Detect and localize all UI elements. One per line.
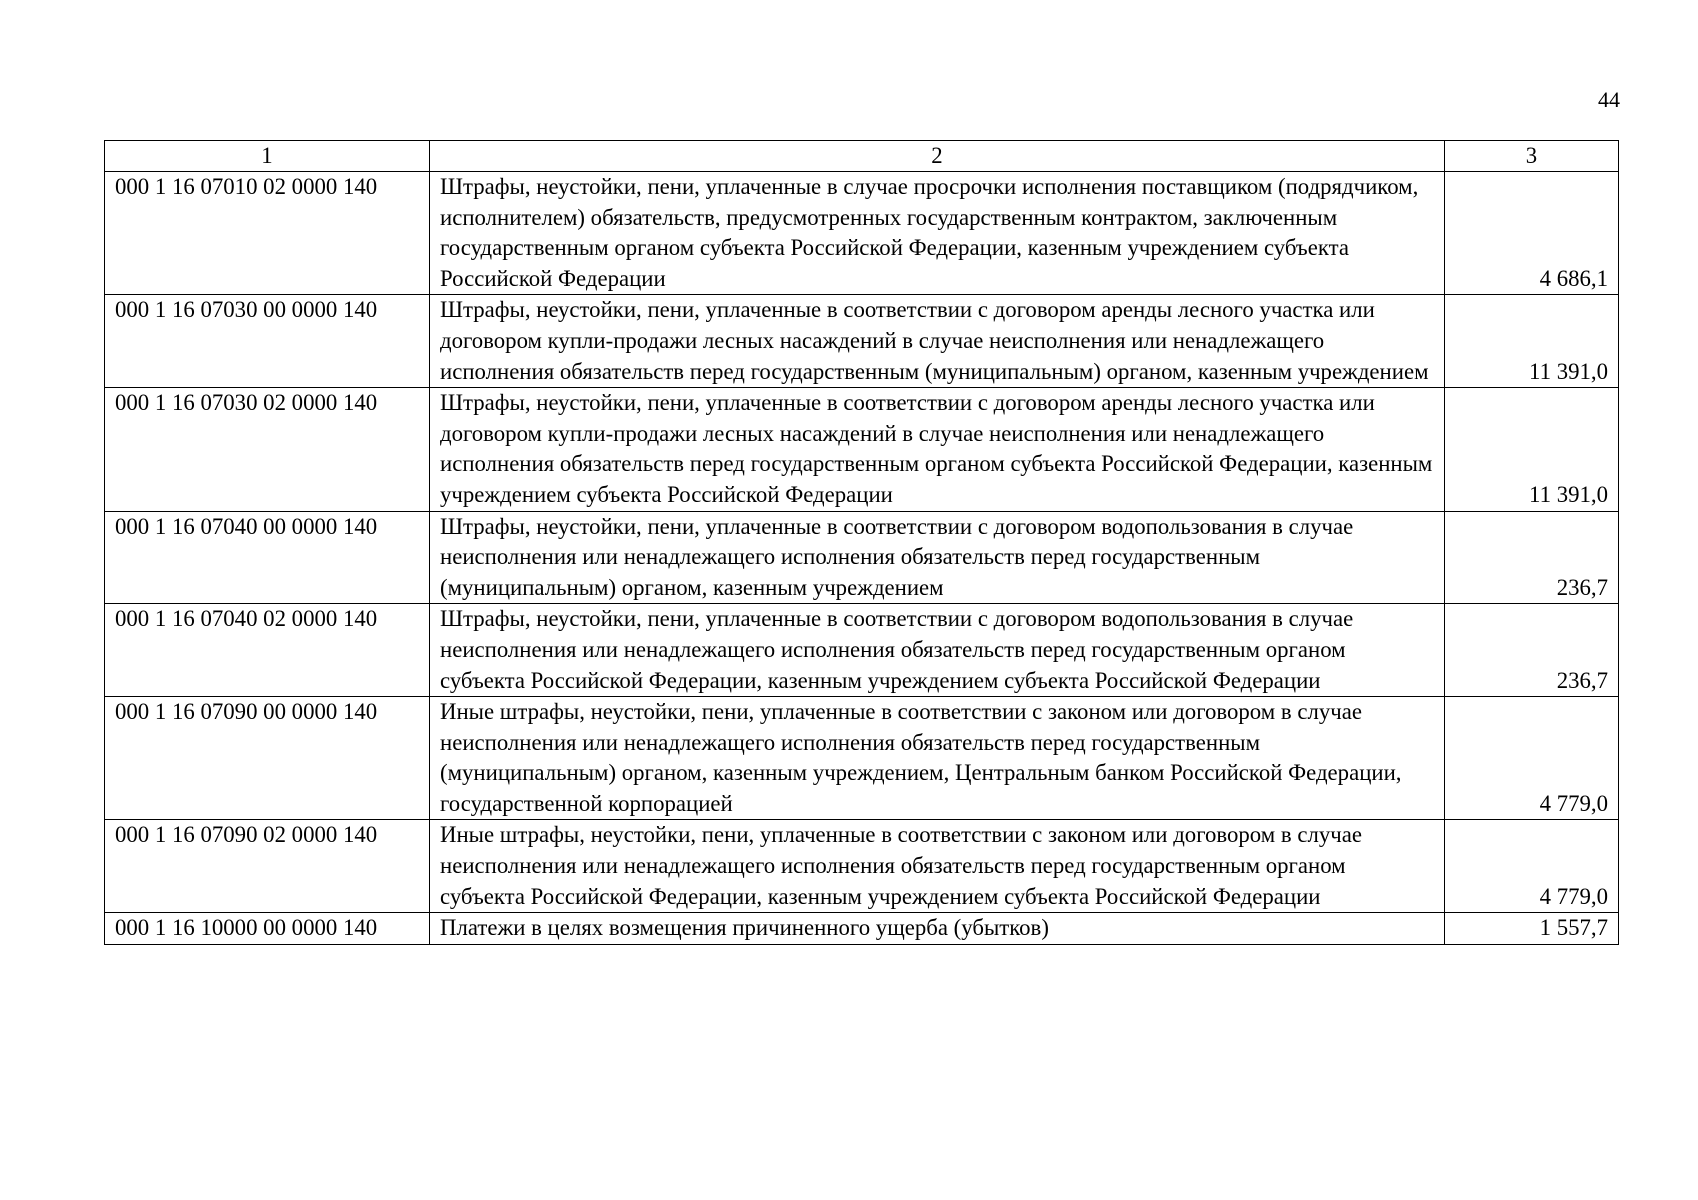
table-row [105,388,1619,511]
table-row [105,511,1619,604]
budget-code-cell: 000 1 16 07010 02 0000 140 [105,172,430,295]
table-row [105,820,1619,913]
page-number: 44 [1598,87,1620,112]
budget-code-cell: 000 1 16 07030 02 0000 140 [105,388,430,511]
budget-code-cell: 000 1 16 07040 00 0000 140 [105,511,430,604]
header-column-1: 1 [105,141,430,172]
description-cell: Штрафы, неустойки, пени, уплаченные в соответствии с договором водопользования в случае неисполнения или ненадлежащего исполнения обязательств перед государственным органом субъекта Российской Федерации, казенным учреждением субъекта Российской Федерации [430,604,1445,697]
description-cell: Штрафы, неустойки, пени, уплаченные в соответствии с договором аренды лесного участка или договором купли-продажи лесных насаждений в случае неисполнения или ненадлежащего исполнения обязательств перед государственным (муниципальным) органом, казенным учреждением [430,295,1445,388]
table-row [105,604,1619,697]
description-cell: Штрафы, неустойки, пени, уплаченные в случае просрочки исполнения поставщиком (подрядчиком, исполнителем) обязательств, предусмотренных государственным контрактом, заключенным государственным органом субъекта Российской Федерации, казенным учреждением субъекта Российской Федерации [430,172,1445,295]
table-header [105,141,1619,172]
header-column-2: 2 [430,141,1445,172]
budget-code-cell: 000 1 16 07030 00 0000 140 [105,295,430,388]
description-cell: Платежи в целях возмещения причиненного ущерба (убытков) [430,913,1445,945]
amount-cell: 11 391,0 [1445,388,1619,511]
amount-cell: 236,7 [1445,604,1619,697]
description-cell: Иные штрафы, неустойки, пени, уплаченные в соответствии с законом или договором в случае неисполнения или ненадлежащего исполнения обязательств перед государственным (муниципальным) органом, казенным учреждением, Центральным банком Российской Федерации, государственной корпорацией [430,697,1445,820]
table-row [105,172,1619,295]
budget-code-cell: 000 1 16 07090 00 0000 140 [105,697,430,820]
amount-cell: 236,7 [1445,511,1619,604]
amount-cell: 4 779,0 [1445,697,1619,820]
budget-code-cell: 000 1 16 10000 00 0000 140 [105,913,430,945]
revenue-table [104,140,1619,945]
table-row [105,913,1619,945]
header-column-3: 3 [1445,141,1619,172]
table-body [105,172,1619,945]
description-cell: Штрафы, неустойки, пени, уплаченные в соответствии с договором водопользования в случае неисполнения или ненадлежащего исполнения обязательств перед государственным (муниципальным) органом, казенным учреждением [430,511,1445,604]
table-row [105,697,1619,820]
budget-code-cell: 000 1 16 07090 02 0000 140 [105,820,430,913]
description-cell: Штрафы, неустойки, пени, уплаченные в соответствии с договором аренды лесного участка или договором купли-продажи лесных насаждений в случае неисполнения или ненадлежащего исполнения обязательств перед государственным органом субъекта Российской Федерации, казенным учреждением субъекта Российской Федерации [430,388,1445,511]
amount-cell: 4 779,0 [1445,820,1619,913]
amount-cell: 1 557,7 [1445,913,1619,945]
description-cell: Иные штрафы, неустойки, пени, уплаченные в соответствии с законом или договором в случае неисполнения или ненадлежащего исполнения обязательств перед государственным органом субъекта Российской Федерации, казенным учреждением субъекта Российской Федерации [430,820,1445,913]
header-row [105,141,1619,172]
amount-cell: 4 686,1 [1445,172,1619,295]
amount-cell: 11 391,0 [1445,295,1619,388]
budget-code-cell: 000 1 16 07040 02 0000 140 [105,604,430,697]
table-row [105,295,1619,388]
